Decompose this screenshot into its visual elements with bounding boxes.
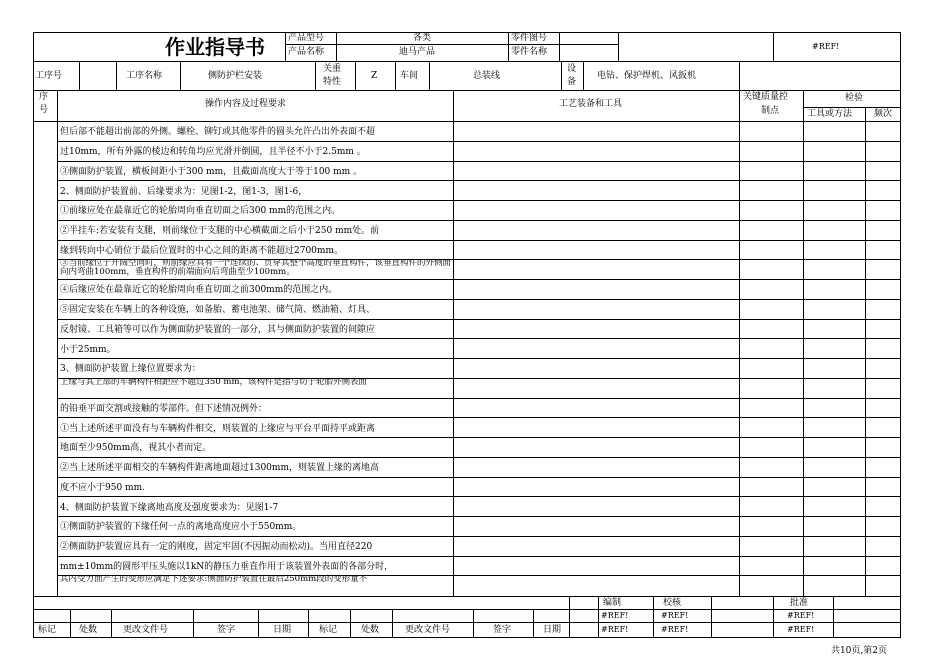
v-line	[618, 32, 619, 61]
operation-row-text: ②侧面防护装置应具有一定的刚度，固定牢固(不因振动而松动)。当用直径220	[60, 542, 373, 553]
operation-row-text: 其内受力面产生的变形应满足下述要求:侧面防护装置在最后250mm段的变形量不	[60, 575, 368, 585]
operation-row-text: 反射镜、工具箱等可以作为侧面防护装置的一部分，其与侧面防护装置的间隙应	[60, 324, 376, 335]
v-line	[533, 609, 534, 638]
process-name-value: 侧防护栏安装	[208, 71, 263, 81]
v-line	[79, 61, 80, 90]
v-line	[739, 90, 740, 596]
operation-row-text: 度不应小于950 mm.	[60, 482, 145, 493]
equipment-label-1: 设	[567, 64, 577, 74]
compile-ref: #REF!	[601, 611, 629, 620]
v-line	[833, 596, 834, 638]
operation-row-text: 3、侧面防护装置上缘位置要求为：	[60, 364, 201, 375]
review-label: 校核	[663, 598, 682, 608]
v-line	[583, 61, 584, 90]
header-line-1	[33, 61, 901, 62]
product-model-value: 各类	[413, 33, 432, 43]
v-line	[865, 107, 866, 596]
tooling-header: 工艺装备和工具	[559, 99, 623, 109]
operation-row-text: 过10mm，所有外露的棱边和转角均应光滑并倒圆，且半径不小于2.5mm 。	[60, 147, 366, 158]
product-model-label: 产品型号	[288, 33, 325, 43]
v-line	[308, 609, 309, 638]
product-name-label: 产品名称	[288, 47, 325, 57]
border-bottom	[33, 637, 901, 638]
v-line	[561, 61, 562, 90]
v-line	[111, 609, 112, 638]
footer-col-count-2: 处数	[361, 625, 380, 635]
operation-row-text: ②半挂车:若安装有支腿，则前缘位于支腿的中心横截面之后小于250 mm处。前	[60, 226, 380, 237]
v-line	[395, 61, 396, 90]
operation-row-text: 的铅垂平面交割或接触的零部件。但下述情况例外：	[60, 403, 268, 414]
product-name-value: 迪马产品	[399, 47, 436, 57]
seq-header-2: 号	[39, 105, 49, 115]
v-line	[653, 596, 654, 638]
v-line	[336, 32, 337, 61]
v-line	[180, 61, 181, 90]
operation-row-text: ①侧面防护装置的下缘任何一点的离地高度应小于550mm。	[60, 522, 302, 533]
workshop-label: 车间	[400, 71, 419, 81]
importance-label-2: 特性	[323, 77, 342, 87]
v-line	[355, 61, 356, 90]
importance-label-1: 关重	[323, 64, 342, 74]
v-line	[285, 32, 286, 61]
border-left	[33, 32, 34, 638]
approve-label: 批准	[790, 598, 809, 608]
footer-col-mark-2: 标记	[319, 625, 338, 635]
equipment-value: 电钻、保护焊机、风扳机	[597, 71, 697, 81]
operation-row-text: 4、侧面防护装置下缘离地高度及强度要求为：见图1-7	[60, 502, 279, 513]
v-line	[803, 90, 804, 596]
process-name-label: 工序名称	[126, 71, 163, 81]
operation-row-text: 2、侧面防护装置前、后缘要求为：见图1-2，图1-3，图1-6，	[60, 186, 308, 197]
v-line	[453, 90, 454, 596]
footer-col-change-doc: 更改文件号	[123, 625, 169, 635]
importance-value: Z	[371, 71, 378, 81]
operation-row-text: ⑤固定安装在车辆上的各种设施，如备胎、蓄电池架、储气筒、燃油箱、灯具、	[60, 305, 376, 316]
v-line	[350, 609, 351, 638]
compile-ref-2: #REF!	[601, 625, 629, 634]
part-name-label: 零件名称	[511, 47, 548, 57]
key-quality-header-1: 关键质量控	[743, 92, 789, 102]
footer-col-sign: 签字	[217, 625, 236, 635]
compile-label: 编制	[603, 598, 622, 608]
work-instruction-sheet	[33, 32, 901, 638]
v-line	[429, 61, 430, 90]
operation-row-text: ③当前缘位于开阔空间时，则前缘应具有一个连续的、贯穿其整个高度的垂直构件，该垂直构件的外侧面向内弯曲100mm，垂直构件的前端面向后弯曲至少100mm。	[60, 259, 452, 278]
page-info: 共10页,第2页	[830, 646, 887, 656]
document-title: 作业指导书	[165, 35, 265, 59]
footer-col-date: 日期	[273, 625, 292, 635]
operation-header: 操作内容及过程要求	[205, 99, 287, 109]
operation-row-text: ①前缘应处在最靠近它的轮胎周向垂直切面之后300 mm的范围之内。	[60, 206, 341, 217]
footer-col-change-doc-2: 更改文件号	[405, 625, 451, 635]
footer-col-mark: 标记	[38, 625, 57, 635]
part-drawing-label: 零件图号	[511, 33, 548, 43]
operation-row-text: 上缘与其上部的车辆构件相距应不超过350 mm，该构件是指与切于轮胎外侧表面	[60, 377, 368, 387]
operation-row-text: ③侧面防护装置，横板间距小于300 mm，且截面高度大于等于100 mm 。	[60, 166, 363, 177]
footer-col-date-2: 日期	[543, 625, 562, 635]
v-line	[258, 609, 259, 638]
v-line	[116, 61, 117, 90]
v-line	[315, 61, 316, 90]
inspection-method-header: 工具或方法	[807, 109, 853, 119]
process-no-label: 工序号	[35, 71, 63, 81]
approve-ref: #REF!	[787, 611, 815, 620]
v-line	[773, 596, 774, 638]
v-line	[739, 61, 740, 90]
operation-row-text: mm±10mm的圆形平压头施以1kN的静压力垂直作用于该装置外表面的各部分时，	[60, 561, 394, 572]
operation-row-text: ②当上述所述平面相交的车辆构件距离地面超过1300mm，则装置上缘的离地高	[60, 463, 379, 474]
seq-header-1: 序	[39, 92, 49, 102]
footer-line-1	[33, 596, 901, 597]
ref-error: #REF!	[812, 42, 840, 51]
operation-row-text: ④后缘应处在最靠近它的轮胎周向垂直切面之前300mm的范围之内。	[60, 285, 338, 296]
footer-col-sign-2: 签字	[493, 625, 512, 635]
header-divider	[285, 44, 618, 45]
v-line	[193, 609, 194, 638]
inspection-freq-header: 频次	[874, 109, 893, 119]
operation-row-text: 但后部不能超出前部的外侧。螺栓、铆钉或其他零件的圆头允许凸出外表面不超	[60, 127, 376, 138]
operation-row-text: 缘到转向中心销位于最后位置时的中心之间的距离不能超过2700mm。	[60, 245, 343, 256]
approve-ref-2: #REF!	[787, 625, 815, 634]
v-line	[70, 609, 71, 638]
review-ref: #REF!	[661, 611, 689, 620]
v-line	[711, 596, 712, 638]
key-quality-header-2: 制点	[761, 106, 780, 116]
inspection-header: 检验	[845, 93, 864, 103]
inspection-subheader-line	[803, 107, 901, 108]
footer-line-2	[33, 609, 901, 610]
border-top	[33, 32, 901, 33]
v-line	[508, 32, 509, 61]
workshop-value: 总装线	[473, 71, 501, 81]
v-line	[773, 32, 774, 61]
v-line	[392, 609, 393, 638]
v-line	[598, 596, 599, 638]
v-line	[569, 596, 570, 638]
border-right	[900, 32, 901, 638]
operation-row-text: 小于25mm。	[60, 344, 116, 355]
review-ref-2: #REF!	[661, 625, 689, 634]
equipment-label-2: 备	[567, 77, 577, 87]
v-line	[473, 609, 474, 638]
footer-col-count: 处数	[79, 625, 98, 635]
footer-line-3	[33, 622, 901, 623]
operation-row-text: 地面至少950mm高，视其小者而定。	[60, 443, 212, 454]
v-line	[559, 32, 560, 61]
operation-row-text: ①当上述所述平面没有与车辆构件相交，则装置的上缘应与平台平面持平或距离	[60, 423, 376, 434]
header-line-2	[33, 90, 901, 91]
